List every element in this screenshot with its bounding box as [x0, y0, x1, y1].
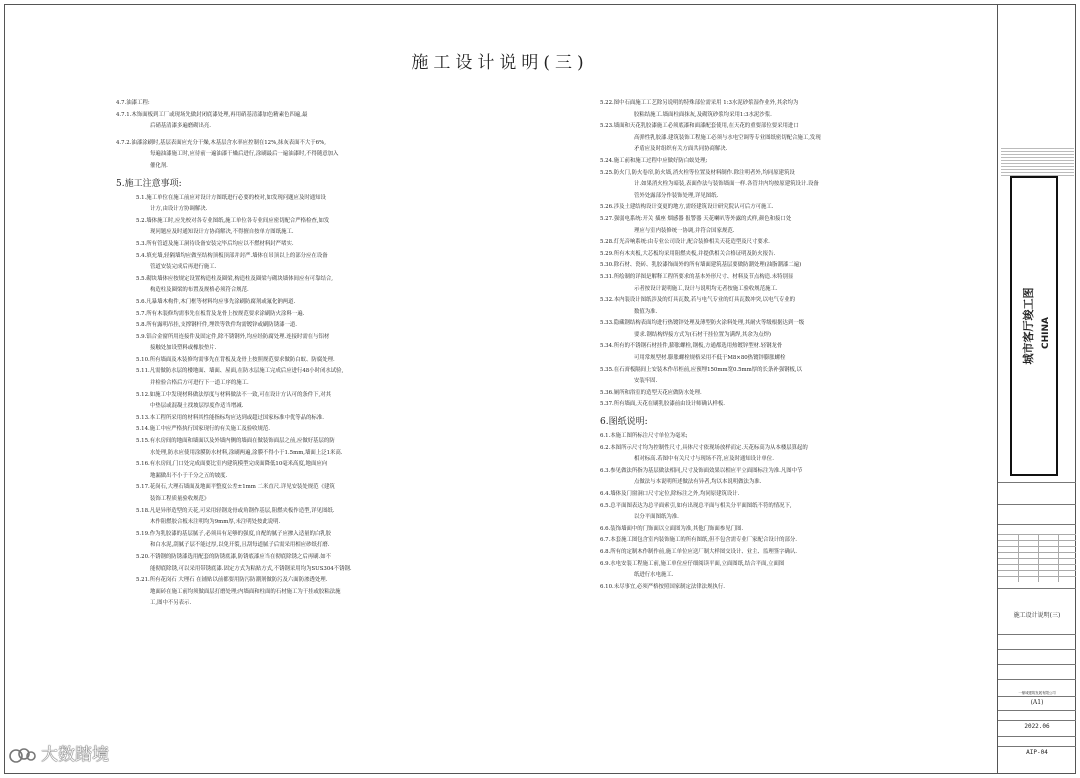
note-line: 并检验合格后方可进行下一道工序的施工. [150, 380, 249, 387]
project-name-en: CHINA [1041, 317, 1051, 349]
note-line: 6.6.装饰墙面中的门饰面以立面图为准,其他门饰面参见门图. [600, 525, 744, 532]
note-line: 5.31.所绘制的详图是解释工程所要求的基本外形尺寸、材料及节点构造.未特别显 [600, 273, 794, 280]
note-line: 计方,由设计方协调解决. [150, 206, 208, 213]
drawing-name: 施工设计说明(三) [1013, 612, 1061, 619]
note-line: 中垫层或混凝土找坡层厚度作适当增减. [150, 403, 244, 410]
note-line: 要求.钢结构焊接方式为(石材干挂位置为满焊,其余为点焊) [634, 331, 772, 338]
note-line: 胶粘结施工.墙面柱面抹灰,及砌筑砂浆均采用1:3水泥沙浆. [634, 111, 772, 118]
note-line: 催化剂. [150, 162, 168, 169]
note-line: 5.27.强弱电系统:开关 插座 烟感器 报警器 天花喇叭等外露的式样,颜色和接口处 [600, 215, 792, 222]
note-line: 5.29.所有木夹板,大芯板均采用阻燃夹板,并提供相关合格证明及防火报告. [600, 250, 776, 257]
note-line: 6.2.本图所示尺寸均为控制性尺寸,具体尺寸依现场放样而定.天花标高为从本楼层算起的 [600, 444, 808, 451]
note-line: 5.26.涉及土建结构设计变更的地方,需经建筑设计研究院认可后方可施工. [600, 204, 774, 211]
note-line: 后硝基清漆多遍磨砌出亮. [150, 123, 212, 130]
watermark-text: 大数踏境 [41, 745, 109, 765]
note-line: 水处理,防水应使用涂膜防水材料,涂刷两遍,涂膜不得小于1.5mm,墙面上泛1米高. [150, 449, 343, 456]
note-line: 5.9.铝合金窗所用连接件及固定件,除不锈钢外,均应经防腐处理.连接时需在与铝材 [136, 333, 330, 340]
note-line: 示者按设计说明施工,设计与说明均无者按施工验收规范施工. [634, 285, 778, 292]
note-line: 5.7.所有木装修均需事先在板背及龙骨上按规范要求涂刷防火涂料一遍. [136, 310, 305, 317]
note-line: 高弹性乳胶漆.建筑装饰工程施工必须与水电空调等专业图纸密切配合施工,发现 [634, 134, 821, 141]
project-name: 城市客厅竣工图 [1022, 287, 1035, 365]
note-line: 可用常规型材.膨胀螺栓规格采用不低于M8×80热镀锌膨胀螺栓 [634, 355, 786, 362]
note-line: 6.1.本施工图所标注尺寸单位为毫米; [600, 433, 688, 440]
watermark-logo-icon [8, 746, 38, 764]
note-line: 5.4.填充墙,轻隔墙均应做至结构顶板顶部并封严.墙体在吊顶以上的部分应在设备 [136, 252, 328, 259]
note-line: 5.12.如施工中发现材料做法厚度与材料做法不一致,可在设计方认可的条件下,对其 [136, 391, 332, 398]
note-line: 5.19.作为乳胶漆的基层腻子,必须具有足够的强度,自配的腻子应掺入适量的白乳胶 [136, 530, 332, 537]
note-line: 5.23.墙面和天花乳胶漆施工必须底漆和面漆配套使用,在天花的重要部位要采用进口 [600, 123, 799, 130]
note-line: 4.7.2.油漆涂刷时,基层表面应充分干燥,木基层含水率应控制在12%,抹灰表面不大于6%, [116, 139, 326, 146]
note-line: 木作阻燃胶合板未注明均为9mm厚,未注明处按此说明. [150, 519, 281, 526]
note-line: 纸进行水电施工. [634, 572, 674, 579]
section-heading: 5.施工注意事项: [116, 178, 182, 189]
note-line: 能彻底除锈,可以采用带锈底漆.固定方式为粘贴方式,不锈钢采用均为SUS304不锈钢. [150, 565, 352, 572]
note-line: 地漏做出不小于千分之五的坡度. [150, 472, 228, 479]
note-line: 5.16.有水房间,门口处完成面要比室内建筑模型完成面降低10毫米高度,地面应向 [136, 461, 328, 468]
note-line: 5.13.本工程所采用的材料其性能指标均应达到或超过国家标准中优等品的标准. [136, 414, 324, 421]
note-line: 5.2.墙体施工时,应先校对各专业图纸,施工单位各专业间应密切配合严格检查,如发 [136, 217, 330, 224]
note-line: 5.25.防火门,防火卷帘,防火墙,消火栓等位置及材料制作.除注明者外,均同原建筑设 [600, 169, 795, 176]
note-line: 4.7.油漆工程: [116, 100, 150, 106]
note-line: 5.34.所有的不锈钢石材挂件,膨胀螺栓,钢板,方通都选用热镀锌型材.轻钢龙骨 [600, 343, 783, 350]
note-line: 6.10.未尽事宜,必须严格按照国家制定法律法规执行. [600, 583, 725, 590]
note-line: 理应与室内装修统一协调,并符合国家规范. [634, 227, 735, 234]
sheet-size: (A1) [1030, 699, 1044, 706]
note-line: 工,图中不另表示. [150, 600, 192, 607]
note-line: 5.21.所有花岗石 大理石 在铺贴以前都要用防污防潮剂做防污及六面防渗透处理. [136, 577, 328, 584]
note-line: 5.22.图中石面施工工艺除另说明的特殊部位需采用 1:3水泥砂浆湿作业外,其余均为 [600, 100, 799, 106]
note-line: 相对标高.若图中有关尺寸与现场不符,应及时通知设计单位. [634, 456, 774, 463]
note-line: 5.30.除石材、瓷砖、乳胶漆饰面外的所有墙面建筑基层要做防潮处理(油脂潮漆二遍) [600, 262, 802, 269]
section-heading: 6.图纸说明: [600, 417, 648, 428]
watermark [8, 740, 109, 765]
drawing-number: AIP-04 [1026, 749, 1048, 756]
note-line: 接触处加设塑料或橡胶垫片. [150, 345, 217, 352]
page-title: 施工设计说明(三) [411, 53, 589, 73]
note-line: 5.17.花岗石,大理石墙面及地面平整度公差±1mm 二米直尺.详见安装处规范《建筑 [136, 484, 335, 491]
note-line: 地面砖在施工前均须做面层打磨处理;内墙面和柱面的石材施工为干挂或胶粘法施 [150, 588, 341, 595]
note-line: 5.24.施工前和施工过程中应做好防白蚁处理; [600, 157, 708, 164]
note-line: 6.8.所有的定制木作制作前,施工单位应送厂制大样图交设计、业主、监理签字确认. [600, 548, 797, 555]
note-line: 5.8.所有露明吊挂,支撑钢杆件,埋铁等铁件均需镀锌或刷防锈漆一道. [136, 322, 297, 329]
note-line: 管道安装完成后再进行施工. [150, 264, 217, 271]
note-line: 5.1.施工单位在施工前应对设计方图纸进行必要的校对,如发现问题应及时通知设 [136, 194, 326, 201]
note-line: 4.7.1.木饰面板到工厂或现场先做封闭底漆处理,再用硝基清漆加色精素色四遍,最 [116, 111, 308, 118]
note-line: 6.4.墙体及门窗洞口尺寸定位,除标注之外,均同原建筑设计. [600, 491, 740, 497]
note-line: 每遍油漆施工时,应待前一遍油漆干燥后进行,涂刷最后一遍油漆时,不得随意加入 [150, 151, 339, 158]
notes-left-column [116, 98, 546, 610]
note-line: 5.3.所有管道及施工洞待设备安装完毕后均应以不燃材料封严堵实. [136, 240, 294, 247]
note-line: 和白水泥,刮腻子层不能过厚,以免开裂,且刮每道腻子后需采用相应砂纸打磨. [150, 542, 330, 549]
note-line: 5.15.有水房间的地面和墙面以及外墙内侧的墙面在做装饰面层之前,应做好基层的防 [136, 438, 335, 445]
note-line: 现问题应及时通知设计方协商解决,不得擅自按单方图纸施工. [150, 229, 294, 236]
note-line: 5.10.所有墙面及木装修均需事先在背板及龙骨上按照规范要求做防白蚁、防腐处理. [136, 356, 335, 363]
note-line: 点做法与本说明所述做法有异者,均以本说明做法为准. [634, 479, 762, 486]
note-line: 构造柱及圈梁的布置及规格必须符合规范. [150, 287, 249, 294]
note-line: 6.9.水电安装工程施工前,施工单位应仔细阅读平面,立面图纸,结合平面,立面图 [600, 560, 785, 567]
note-line: 计.如果消火栓为暗装,表面作法与装饰墙面一样.各管井内均按原建筑设计.设备 [634, 181, 819, 188]
note-line: 5.35.在石膏板隔间上安装木作吊柜前,应预埋150mm宽0.5mm厚的长条补强钢板,以 [600, 366, 802, 373]
note-line: 装饰工程质量验收规范》 [150, 496, 210, 502]
note-line: 5.36.厕所和浴室的造型天花应做防水处理. [600, 389, 702, 396]
issue-date: 2022.06 [1024, 723, 1050, 730]
note-line: 矛盾应及时组织有关方面共同协商解决. [634, 146, 728, 153]
company-name: 一鼎城建筑发展有限公司 [1018, 691, 1056, 695]
note-line: 安装牢固. [634, 378, 658, 385]
note-line: 5.11.凡需做防水层的楼地面、墙面、屋面,在防水层施工完成后应进行48小时闭水试验, [136, 368, 344, 375]
note-line: 5.32.本内装设计图纸涉及的灯具瓦数,若与电气专业的灯具瓦数冲突,以电气专业的 [600, 297, 796, 304]
note-line: 6.3.参见做法所指为基层做法相同,尺寸及饰面效果以相应平立面图标注为准.凡图中节 [600, 467, 803, 474]
note-line: 5.18.凡是异形造型的天花,可采用轻钢龙骨或角钢作基层,阻燃夹板作造型,详见图纸. [136, 507, 335, 514]
note-line: 5.37.所有墙面,天花在刷乳胶漆前由设计师确认样板. [600, 401, 725, 408]
notes-right-column [600, 98, 990, 593]
note-line: 管外处露部分作装饰处理,详见图纸. [634, 192, 719, 199]
note-line: 5.20.不锈钢的防锈漆选用配套的防锈底漆,防锈底漆应当在彻底除锈之后再刷.如不 [136, 553, 332, 560]
note-line: 5.5.砌块墙体应按规定设置构造柱及圈梁,构造柱及圈梁与砌块墙体间应有可靠结合, [136, 275, 333, 282]
project-name-box [1010, 176, 1058, 476]
note-line: 6.5.总平面图表达为总平面索引,如有出现总平面与相关分平面图纸不符的情况下, [600, 502, 792, 509]
title-block [997, 4, 1076, 774]
title-block-notes [1001, 146, 1074, 178]
note-line: 6.7.本套施工图包含室内装饰施工的所有图纸,但不包含需专业厂家配合设计的部分. [600, 537, 797, 544]
note-line: 5.33.隐藏钢结构表面均进行热镀锌处理及薄型防火涂料处理,其耐火等级根据达到一级 [600, 320, 805, 327]
note-line: 5.14.施工中应严格执行国家现行的有关施工及验收规范. [136, 426, 271, 433]
note-line: 数值为准. [634, 308, 658, 315]
note-line: 5.6.凡暴墙木构件,木门框等材料均应事先涂刷防腐剂或氟化钠两道. [136, 298, 296, 305]
note-line: 5.28.灯光音响系统:由专业公司设计,配合装修相关天花造型及尺寸要求. [600, 239, 770, 246]
note-line: 以分平面图纸为准. [634, 514, 679, 521]
